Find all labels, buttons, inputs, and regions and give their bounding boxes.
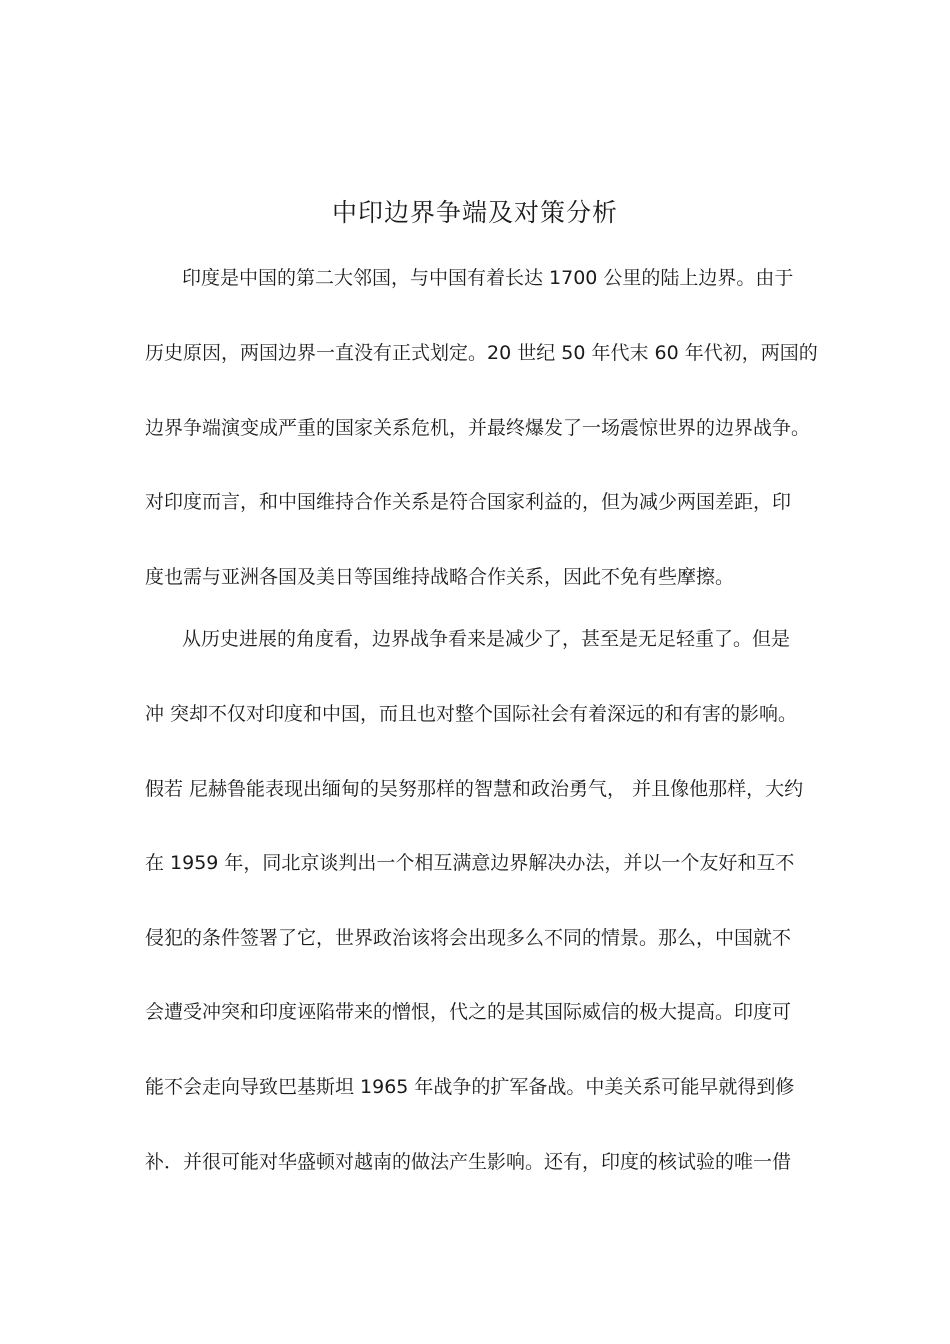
paragraph-2-line-2: 冲 突却不仅对印度和中国，而且也对整个国际社会有着深远的和有害的影响。	[145, 703, 798, 725]
paragraph-2-line-8: 补．并很可能对华盛顿对越南的做法产生影响。还有，印度的核试验的唯一借	[145, 1151, 792, 1173]
paragraph-1-line-3: 边界争端演变成严重的国家关系危机，并最终爆发了一场震惊世界的边界战争。	[145, 417, 811, 439]
paragraph-2-line-4: 在 1959 年，同北京谈判出一个相互满意边界解决办法，并以一个友好和互不	[145, 852, 795, 874]
paragraph-2-line-7: 能不会走向导致巴基斯坦 1965 年战争的扩军备战。中美关系可能早就得到修	[145, 1076, 795, 1098]
paragraph-2-line-1: 从历史进展的角度看，边界战争看来是减少了，甚至是无足轻重了。但是	[182, 628, 791, 650]
document-title: 中印边界争端及对策分析	[331, 198, 618, 227]
paragraph-1-line-4: 对印度而言，和中国维持合作关系是符合国家利益的，但为减少两国差距，印	[145, 491, 792, 513]
paragraph-2-line-5: 侵犯的条件签署了它，世界政治该将会出现多么不同的情景。那么，中国就不	[145, 927, 792, 949]
paragraph-1-line-5: 度也需与亚洲各国及美日等国维持战略合作关系，因此不免有些摩擦。	[145, 566, 735, 588]
paragraph-2-line-6: 会遭受冲突和印度诬陷带来的憎恨，代之的是其国际威信的极大提高。印度可	[145, 1001, 792, 1023]
paragraph-1-line-2: 历史原因，两国边界一直没有正式划定。20 世纪 50 年代末 60 年代初，两国的	[145, 342, 818, 364]
paragraph-1-line-1: 印度是中国的第二大邻国，与中国有着长达 1700 公里的陆上边界。由于	[182, 267, 794, 289]
paragraph-2-line-3: 假若 尼赫鲁能表现出缅甸的吴努那样的智慧和政治勇气， 并且像他那样，大约	[145, 778, 804, 800]
